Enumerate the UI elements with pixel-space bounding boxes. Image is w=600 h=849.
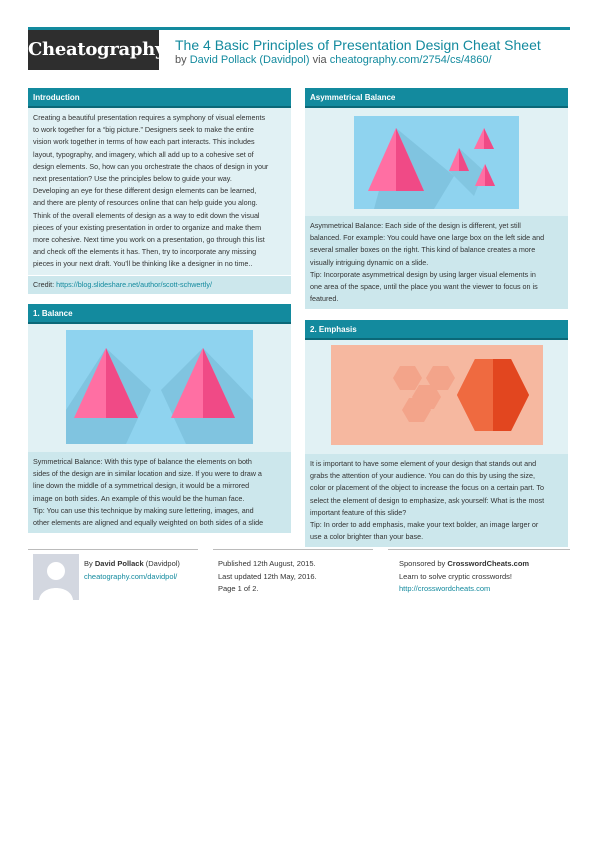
balance-line: line down the middle of a symmetrical design, it would be a mirrored — [33, 481, 250, 491]
introduction-section — [28, 88, 291, 294]
footer-divider — [388, 549, 570, 550]
intro-line: more cohesive. Next time you work on a presentation, go through this list — [33, 235, 265, 245]
introduction-heading: Introduction — [28, 88, 291, 108]
asymmetrical-triangles-image — [354, 116, 519, 209]
intro-line: pieces in your next draft. You’ll be thinking like a designer in no time.. — [33, 259, 253, 269]
page-number: Page 1 of 2. — [218, 584, 259, 593]
emphasis-line: important feature of this slide? — [310, 507, 407, 517]
asym-line: visually intriguing dynamic on a slide. — [310, 257, 429, 267]
footer-author-link[interactable]: cheatography.com/davidpol/ — [84, 571, 178, 581]
byline — [175, 54, 492, 66]
asym-line: balanced. For example: You could have one large box on the left side and — [310, 233, 545, 243]
emphasis-heading: 2. Emphasis — [305, 320, 568, 340]
intro-line: Developing an eye for these different design elements can be learned, — [33, 186, 257, 196]
emphasis-line: grabs the attention of your audience. You can do this by using the size, — [310, 471, 535, 481]
emphasis-tip-line: use a color brighter than your base. — [310, 532, 424, 542]
sponsor-tagline: Learn to solve cryptic crosswords! — [399, 571, 512, 581]
emphasis-image-panel — [305, 340, 568, 454]
sponsor-link[interactable]: http://crosswordcheats.com — [399, 584, 491, 593]
intro-line: pieces of your existing presentation in order to organize and make them — [33, 222, 262, 232]
credit-row — [28, 275, 291, 294]
credit-label: Credit: — [33, 279, 55, 289]
footer-author — [84, 558, 180, 583]
asym-tip-line: featured. — [310, 294, 339, 304]
footer-divider — [28, 549, 198, 550]
asymmetrical-balance-section — [305, 88, 568, 309]
hexagons-image — [331, 345, 543, 445]
emphasis-section — [305, 320, 568, 547]
intro-line: to work together for a “big picture.” Designers seek to make the entire — [33, 125, 254, 135]
intro-line: Creating a beautiful presentation requires a symphony of visual elements — [33, 113, 266, 122]
emphasis-line: It is important to have some element of your design that stands out and — [310, 459, 537, 468]
balance-image-panel — [28, 324, 291, 452]
balance-text — [28, 452, 291, 533]
balance-line: sides of the design are in similar location and size. If you were to draw a — [33, 469, 262, 479]
intro-line: design elements. So, how can you orchestrate the chaos of design in your — [33, 161, 269, 171]
footer-sponsor — [399, 558, 529, 596]
updated-date: Last updated 12th May, 2016. — [218, 571, 317, 581]
footer-author-handle: (Davidpol) — [145, 559, 180, 568]
introduction-body — [28, 108, 291, 275]
author-avatar[interactable] — [33, 554, 79, 600]
footer-dates — [218, 558, 317, 596]
byline-via: via — [312, 54, 327, 66]
intro-line: next presentation? Use the principles below to guide your way. — [33, 174, 232, 184]
intro-line: and check off the elements it has. Then, try to incorporate any missing — [33, 247, 257, 257]
asymmetrical-text — [305, 216, 568, 309]
sponsor-name: CrosswordCheats.com — [447, 559, 530, 568]
cheatography-logo[interactable]: Cheatography — [28, 30, 159, 70]
balance-line: Symmetrical Balance: With this type of balance the elements on both — [33, 457, 252, 466]
emphasis-tip-line: Tip: In order to add emphasis, make your text bolder, an image larger or — [310, 520, 539, 530]
asym-line: Asymmetrical Balance: Each side of the design is different, yet still — [310, 221, 521, 230]
intro-line: Think of the overall elements of design as a way to edit down the visual — [33, 210, 260, 220]
footer-by: By — [84, 559, 93, 568]
published-date: Published 12th August, 2015. — [218, 559, 316, 568]
intro-line: layout, typography, and imagery, which all add up to a cohesive set of — [33, 149, 254, 159]
symmetrical-triangles-image — [66, 330, 253, 444]
balance-section — [28, 304, 291, 533]
balance-line: image on both sides. An example of this would be the human face. — [33, 493, 245, 503]
balance-heading: 1. Balance — [28, 304, 291, 324]
person-silhouette-icon — [33, 554, 79, 600]
emphasis-line: color or placement of the object to increase the focus on a certain part. To — [310, 483, 544, 493]
sheet-url-link[interactable]: cheatography.com/2754/cs/4860/ — [329, 54, 492, 66]
balance-tip-line: Tip: You can use this technique by making sure lettering, images, and — [33, 505, 254, 515]
footer-divider — [213, 549, 373, 550]
intro-line: vision work together in terms of how each part interacts. This includes — [33, 137, 255, 147]
emphasis-line: select the element of design to emphasize, ask yourself: What is the most — [310, 495, 545, 505]
emphasis-text — [305, 454, 568, 547]
balance-tip-line: other elements are aligned and equally weighted on both sides of a slide — [33, 518, 264, 528]
intro-line: and there are plenty of resources online that can help guide you along. — [33, 198, 258, 208]
asymmetrical-balance-heading: Asymmetrical Balance — [305, 88, 568, 108]
footer-author-name: David Pollack — [94, 559, 144, 568]
author-link[interactable]: David Pollack (Davidpol) — [189, 54, 310, 66]
asym-tip-line: one area of the space, until the place you want the viewer to focus on is — [310, 282, 538, 292]
asym-line: several smaller boxes on the right. This kind of balance creates a more — [310, 245, 536, 255]
credit-link[interactable]: https://blog.slideshare.net/author/scott-schwertly/ — [56, 279, 212, 289]
sponsor-prefix: Sponsored by — [399, 559, 446, 568]
byline-by: by — [175, 54, 187, 66]
asym-tip-line: Tip: Incorporate asymmetrical design by using larger visual elements in — [310, 269, 536, 279]
page-title: The 4 Basic Principles of Presentation Design Cheat Sheet — [175, 37, 541, 53]
asymmetrical-image-panel — [305, 108, 568, 216]
